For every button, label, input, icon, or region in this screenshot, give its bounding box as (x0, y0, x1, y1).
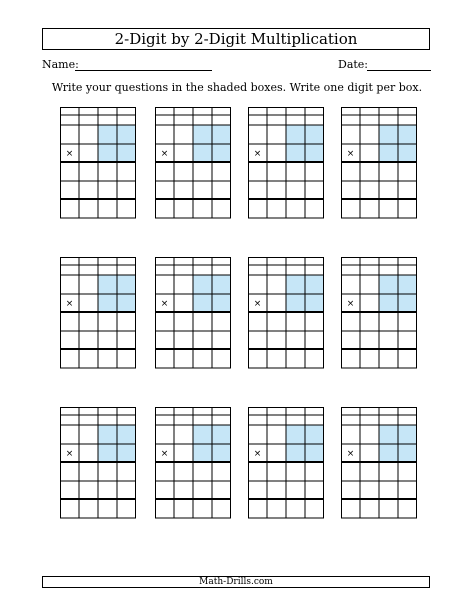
footer-text: Math-Drills.com (199, 577, 273, 587)
instructions: Write your questions in the shaded boxes. Write one digit per box. (51, 81, 423, 94)
problem-grid-svg (248, 257, 324, 369)
problem-grid (248, 107, 324, 219)
problem-grid (155, 107, 231, 219)
multiply-symbol: × (160, 449, 169, 459)
worksheet-title-box (42, 28, 430, 50)
problem-grid (60, 257, 136, 369)
footer-box (42, 576, 430, 588)
date-label: Date: (338, 58, 369, 71)
problem-grid-svg (341, 107, 417, 219)
problem-grid (155, 257, 231, 369)
problem-grid (341, 107, 417, 219)
problem-grid-svg (60, 257, 136, 369)
multiply-symbol: × (65, 449, 74, 459)
problem-grid-svg (248, 107, 324, 219)
multiply-symbol: × (65, 149, 74, 159)
problem-grid-svg (155, 107, 231, 219)
problem-grid (60, 107, 136, 219)
name-date-row (42, 58, 432, 74)
name-field-line[interactable] (75, 70, 212, 71)
problem-grid-svg (248, 407, 324, 519)
problem-grid (248, 257, 324, 369)
multiply-symbol: × (160, 149, 169, 159)
date-field-line[interactable] (367, 70, 431, 71)
problem-grid-svg (60, 107, 136, 219)
problem-grid (341, 257, 417, 369)
problem-grid (341, 407, 417, 519)
multiply-symbol: × (253, 299, 262, 309)
multiply-symbol: × (346, 149, 355, 159)
multiply-symbol: × (253, 149, 262, 159)
multiply-symbol: × (160, 299, 169, 309)
problem-grid-svg (155, 407, 231, 519)
problem-grid-svg (60, 407, 136, 519)
problem-grid-svg (155, 257, 231, 369)
problem-grid-svg (341, 407, 417, 519)
name-label: Name: (42, 58, 79, 71)
multiply-symbol: × (346, 299, 355, 309)
worksheet-title: 2-Digit by 2-Digit Multiplication (114, 30, 358, 48)
problem-grid-svg (341, 257, 417, 369)
problem-grid (60, 407, 136, 519)
problem-grid (155, 407, 231, 519)
multiply-symbol: × (346, 449, 355, 459)
multiply-symbol: × (253, 449, 262, 459)
problem-grid (248, 407, 324, 519)
multiply-symbol: × (65, 299, 74, 309)
